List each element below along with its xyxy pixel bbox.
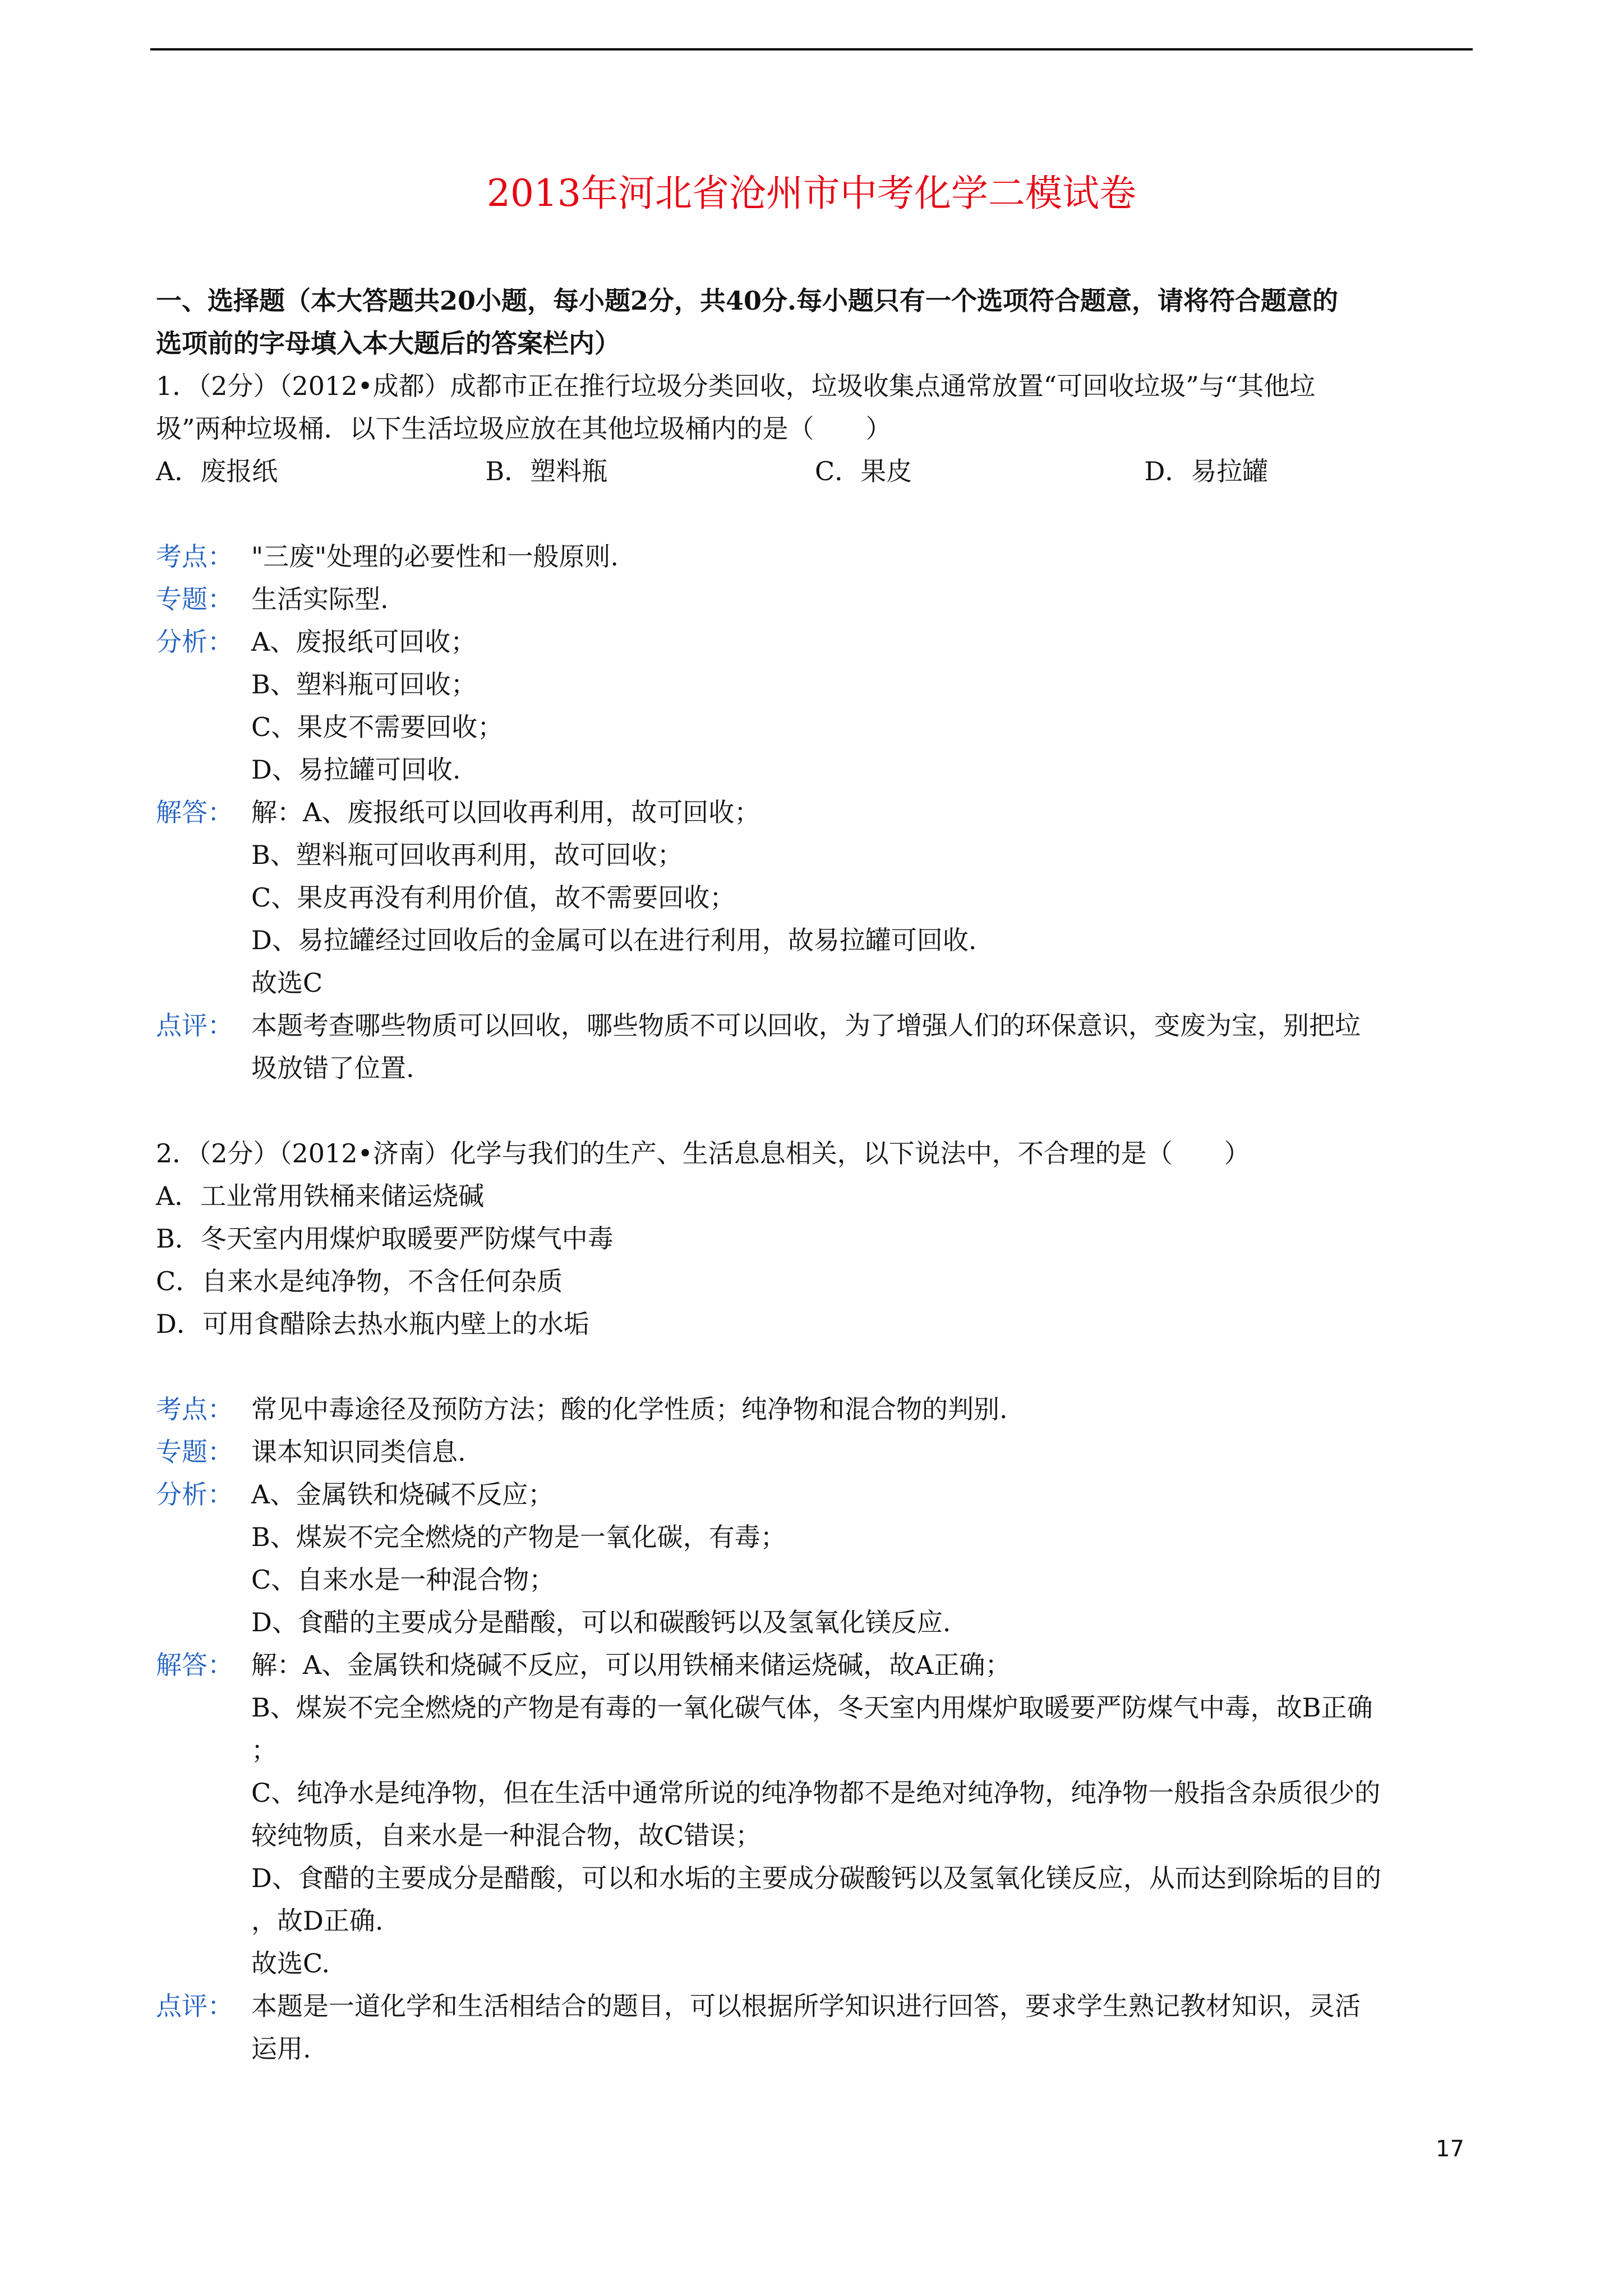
- header-rule: [150, 48, 1473, 50]
- jieda-label: 解答：: [156, 797, 233, 827]
- analysis-1: [156, 535, 1474, 1089]
- fenxi-row: [156, 620, 1474, 791]
- page-number: 17: [1436, 2136, 1464, 2162]
- option-c: C．自来水是纯净物，不含任何杂质: [156, 1266, 563, 1296]
- analysis-2: [156, 1388, 1474, 2070]
- jieda-line: D、易拉罐经过回收后的金属可以在进行利用，故易拉罐可回收.: [251, 925, 977, 955]
- jieda-line: C、果皮再没有利用价值，故不需要回收；: [251, 882, 736, 913]
- zhuanti-row: [156, 578, 1474, 620]
- jieda-line: C、纯净水是纯净物，但在生活中通常所说的纯净物都不是绝对纯净物，纯净物一般指含杂质很少的: [251, 1778, 1381, 1808]
- zhuanti-text: 生活实际型.: [251, 584, 389, 614]
- dianping-line: 本题考查哪些物质可以回收，哪些物质不可以回收，为了增强人们的环保意识，变废为宝，别把垃: [251, 1010, 1361, 1041]
- question-stem: 1．（2分）（2012•成都）成都市正在推行垃圾分类回收，垃圾收集点通常放置“可回收垃圾”与“其他垃: [156, 371, 1316, 401]
- option-d: D．可用食醋除去热水瓶内壁上的水垢: [156, 1309, 589, 1339]
- option-a: A．废报纸: [156, 456, 278, 486]
- dianping-line: 运用.: [251, 2033, 311, 2064]
- dianping-label: 点评：: [156, 1991, 233, 2021]
- jieda-line: B、煤炭不完全燃烧的产物是有毒的一氧化碳气体，冬天室内用煤炉取暖要严防煤气中毒，故B正确: [251, 1692, 1373, 1723]
- fenxi-line: D、易拉罐可回收.: [251, 754, 461, 785]
- option-d: D．易拉罐: [1144, 456, 1269, 486]
- zhuanti-row: [156, 1430, 1474, 1473]
- zhuanti-label: 专题：: [156, 1437, 233, 1467]
- option-c: C．果皮: [815, 456, 912, 486]
- question-stem: 2．（2分）（2012•济南）化学与我们的生产、生活息息相关，以下说法中，不合理的是（ ）: [156, 1138, 1250, 1168]
- jieda-line: ，故D正确.: [251, 1906, 384, 1936]
- dianping-line: 本题是一道化学和生活相结合的题目，可以根据所学知识进行回答，要求学生熟记教材知识，灵活: [251, 1991, 1361, 2021]
- section-heading-line: 选项前的字母填入本大题后的答案栏内）: [156, 328, 620, 358]
- fenxi-line: B、煤炭不完全燃烧的产物是一氧化碳，有毒；: [251, 1522, 786, 1552]
- fenxi-line: C、果皮不需要回收；: [251, 712, 504, 742]
- fenxi-line: D、食醋的主要成分是醋酸，可以和碳酸钙以及氢氧化镁反应.: [251, 1607, 951, 1637]
- zhuanti-label: 专题：: [156, 584, 233, 614]
- jieda-label: 解答：: [156, 1650, 233, 1680]
- dianping-row: [156, 1985, 1474, 2070]
- page-title: 2013年河北省沧州市中考化学二模试卷: [487, 172, 1136, 215]
- jieda-line: 较纯物质，自来水是一种混合物，故C错误；: [251, 1820, 762, 1851]
- jieda-line: B、塑料瓶可回收再利用，故可回收；: [251, 840, 683, 870]
- dianping-row: [156, 1004, 1474, 1089]
- jieda-line: 故选C: [251, 968, 323, 998]
- jieda-row: [156, 791, 1474, 1004]
- question-1: [156, 365, 1474, 493]
- kaodian-text: 常见中毒途径及预防方法；酸的化学性质；纯净物和混合物的判别.: [251, 1394, 1008, 1424]
- option-b: B．塑料瓶: [485, 456, 608, 486]
- fenxi-line: A、废报纸可回收；: [251, 627, 477, 657]
- kaodian-label: 考点：: [156, 541, 233, 572]
- jieda-line: ；: [251, 1735, 277, 1765]
- option-a: A．工业常用铁桶来储运烧碱: [156, 1181, 485, 1211]
- kaodian-label: 考点：: [156, 1394, 233, 1424]
- document-body: [156, 279, 1474, 2070]
- kaodian-text: "三废"处理的必要性和一般原则.: [251, 541, 619, 572]
- fenxi-row: [156, 1473, 1474, 1644]
- question-2: [156, 1132, 1474, 1345]
- jieda-line: 故选C.: [251, 1948, 330, 1978]
- section-heading: [156, 279, 1474, 365]
- dianping-line: 圾放错了位置.: [251, 1053, 414, 1083]
- fenxi-line: B、塑料瓶可回收；: [251, 669, 477, 700]
- question-stem: 圾”两种垃圾桶．以下生活垃圾应放在其他垃圾桶内的是（ ）: [156, 413, 892, 444]
- option-b: B．冬天室内用煤炉取暖要严防煤气中毒: [156, 1223, 614, 1254]
- kaodian-row: [156, 1388, 1474, 1430]
- kaodian-row: [156, 535, 1474, 578]
- fenxi-line: A、金属铁和烧碱不反应；: [251, 1479, 554, 1510]
- dianping-label: 点评：: [156, 1010, 233, 1041]
- jieda-line: 解：A、金属铁和烧碱不反应，可以用铁桶来储运烧碱，故A正确；: [251, 1650, 1011, 1680]
- zhuanti-text: 课本知识同类信息.: [251, 1437, 466, 1467]
- jieda-line: 解：A、废报纸可以回收再利用，故可回收；: [251, 797, 760, 827]
- fenxi-label: 分析：: [156, 1479, 233, 1510]
- fenxi-line: C、自来水是一种混合物；: [251, 1565, 555, 1595]
- section-heading-line: 一、选择题（本大答题共20小题，每小题2分，共40分.每小题只有一个选项符合题意，请将符合题意的: [156, 286, 1339, 316]
- jieda-row: [156, 1644, 1474, 1985]
- options-list: [156, 450, 1474, 493]
- fenxi-label: 分析：: [156, 627, 233, 657]
- jieda-line: D、食醋的主要成分是醋酸，可以和水垢的主要成分碳酸钙以及氢氧化镁反应，从而达到除垢的目的: [251, 1863, 1381, 1893]
